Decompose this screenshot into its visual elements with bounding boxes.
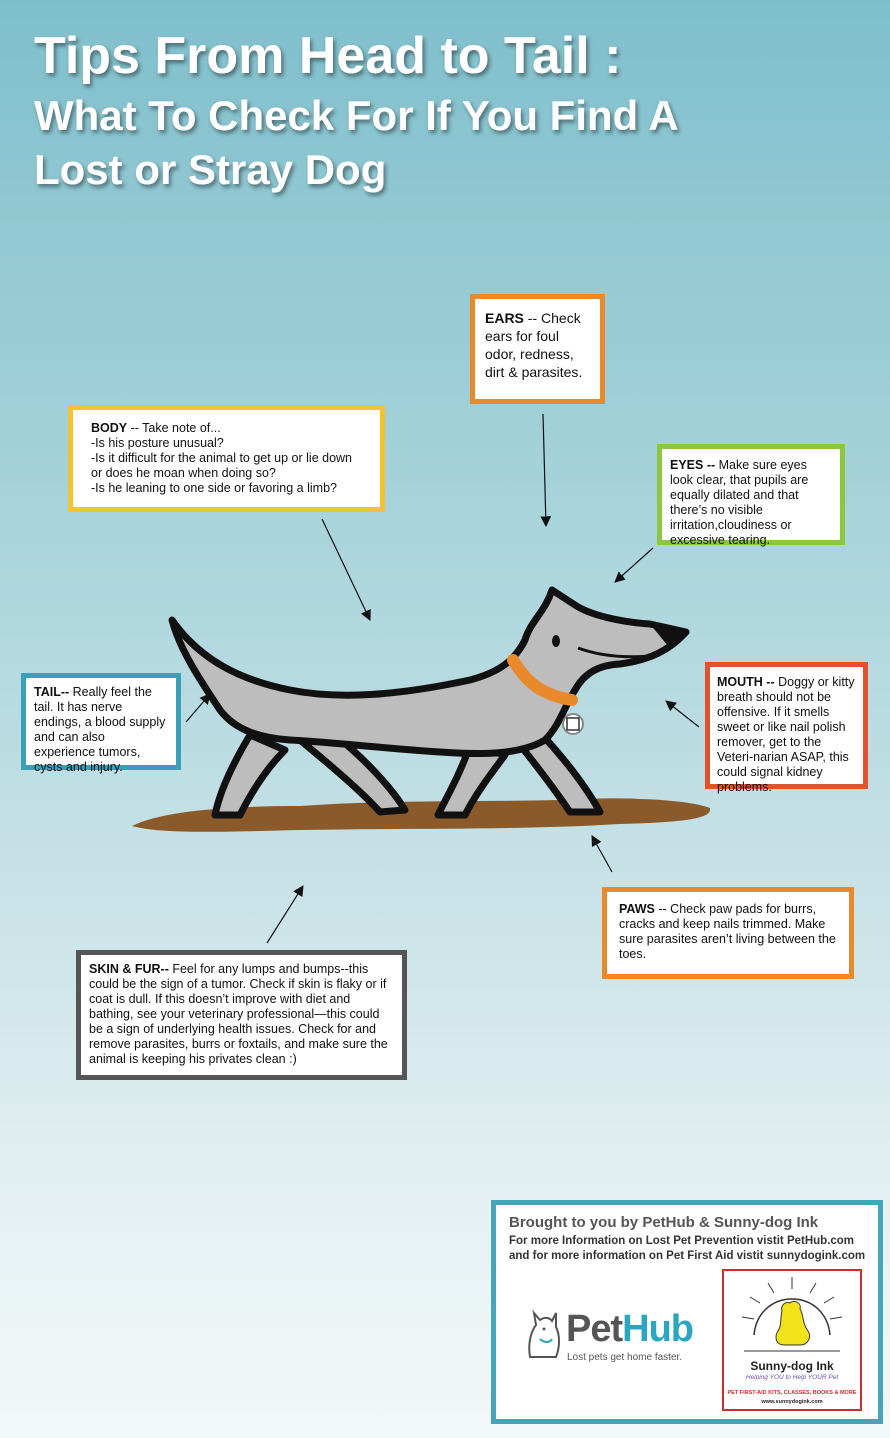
body-tip-box <box>68 405 385 512</box>
credits-heading: Brought to you by PetHub & Sunny-dog Ink <box>509 1214 819 1231</box>
pethub-logo[interactable] <box>522 1305 702 1375</box>
body-arrow <box>322 519 370 620</box>
tail-label: TAIL-- <box>34 685 70 699</box>
page-subtitle-line1: What To Check For If You Find A <box>34 92 679 139</box>
paws-arrow <box>592 836 612 872</box>
mouth-label: MOUTH -- <box>717 675 775 689</box>
pethub-wordmark: PetHub <box>566 1308 694 1350</box>
credits-line-sunny: and for more information on Pet First Aid vistit sunnydogink.com <box>509 1250 866 1262</box>
eyes-label: EYES -- <box>670 458 716 472</box>
page-subtitle-line2: Lost or Stray Dog <box>34 146 387 193</box>
skin-label: SKIN & FUR-- <box>89 962 169 976</box>
eyes-arrow <box>615 548 653 582</box>
body-text: -- Take note of... <box>127 421 221 435</box>
eyes-text: Make sure eyes look clear, that pupils are equally dilated and that there’s no visible irritation,cloudiness or excessive tearing. <box>670 458 809 547</box>
ears-arrow <box>543 414 546 526</box>
ears-label: EARS <box>485 310 524 326</box>
sunny-dog-tagline: Helping YOU to Help YOUR Pet <box>745 1374 839 1381</box>
collar-tag-icon <box>563 714 583 734</box>
sunny-dog-name: Sunny-dog Ink <box>750 1359 834 1373</box>
page-title: Tips From Head to Tail : <box>34 27 622 85</box>
eyes-tip-box <box>657 444 845 545</box>
tail-text: Really feel the tail. It has nerve endings, a blood supply and can also experience tumors, cysts and injury. <box>34 685 166 774</box>
credits-line-pethub: For more Information on Lost Pet Prevention vistit PetHub.com <box>509 1235 855 1247</box>
dog-eye <box>552 635 560 647</box>
pethub-tagline: Lost pets get home faster. <box>567 1352 683 1363</box>
tail-arrow <box>186 694 210 722</box>
body-label: BODY <box>91 421 128 435</box>
credits-panel <box>491 1200 883 1424</box>
ears-tip-box <box>470 294 605 404</box>
ears-text: -- Check ears for foul odor, redness, dirt & parasites. <box>485 310 583 380</box>
skin-arrow <box>267 886 303 943</box>
body-line-1: -Is his posture unusual? <box>91 436 224 450</box>
mouth-arrow <box>666 701 699 727</box>
pethub-dog-cat-icon <box>522 1305 562 1365</box>
dog-figure <box>172 590 686 815</box>
paws-label: PAWS <box>619 902 655 916</box>
skin-text: Feel for any lumps and bumps--this could be the sign of a tumor. Check if skin is flaky or if coat is dull. If this doesn’t improve with diet and bathing, see your veterinary professional—this could be a sign of underlying health issues. Check for and remove parasites, burrs or foxtails, and make sure the animal is keeping his privates clean :) <box>89 962 388 1066</box>
sunny-dog-ink-logo[interactable] <box>722 1269 862 1411</box>
tail-tip-box <box>21 673 181 774</box>
sunny-dog-services: PET FIRST-AID KITS, CLASSES, BOOKS & MORE <box>727 1390 857 1396</box>
sunny-dog-website: www.sunnydogink.com <box>761 1399 823 1405</box>
mouth-tip-box <box>705 662 868 794</box>
paws-tip-box <box>602 887 854 979</box>
body-line-2: -Is it difficult for the animal to get up or lie down or does he moan when doing so? <box>91 451 353 480</box>
body-line-3: -Is he leaning to one side or favoring a limb? <box>91 481 337 495</box>
sunny-dog-icon <box>724 1271 860 1357</box>
paws-text: -- Check paw pads for burrs, cracks and keep nails trimmed. Make sure parasites aren’t living between the toes. <box>619 902 836 961</box>
skin-fur-tip-box <box>76 950 407 1080</box>
mouth-text: Doggy or kitty breath should not be offensive. If it smells sweet or like nail polish remover, get to the Veteri-narian ASAP, this could signal kidney problems. <box>717 675 855 794</box>
